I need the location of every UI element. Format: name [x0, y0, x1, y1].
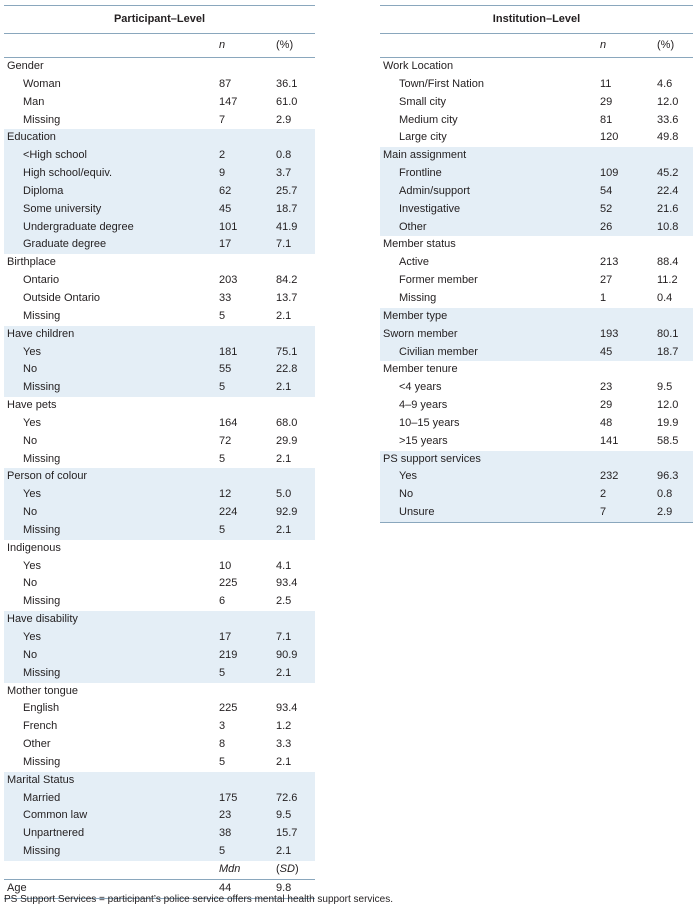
- column-header-row: [4, 34, 315, 58]
- column-header-row: [380, 34, 693, 58]
- row-n: 7: [600, 506, 607, 519]
- row-label: Education: [7, 131, 56, 144]
- row-label: Frontline: [399, 167, 442, 180]
- row-percent: 22.8: [276, 363, 298, 376]
- row-label: Missing: [23, 452, 61, 465]
- row-percent: 92.9: [276, 506, 298, 519]
- row-label: No: [23, 506, 38, 519]
- row-label: Missing: [23, 523, 61, 536]
- table-title: Participant–Level: [4, 5, 315, 34]
- row-label: Former member: [399, 274, 478, 287]
- row-n: 141: [600, 434, 619, 447]
- row-label: Work Location: [383, 60, 454, 72]
- table-row: [380, 254, 693, 272]
- column-header-n: n: [600, 39, 607, 51]
- sd-label: SD: [279, 862, 295, 875]
- row-n: 225: [219, 702, 238, 715]
- row-label: Yes: [399, 470, 417, 483]
- row-n: 87: [219, 77, 232, 90]
- row-percent: 12.0: [657, 399, 679, 412]
- row-percent: 2.5: [276, 595, 292, 608]
- table-row: [4, 94, 315, 112]
- row-percent: 4.6: [657, 77, 673, 90]
- row-percent: 1.2: [276, 720, 292, 733]
- table-row: [380, 379, 693, 397]
- row-percent: 68.0: [276, 416, 298, 429]
- row-label: Missing: [399, 291, 437, 304]
- row-percent: 0.8: [276, 149, 292, 162]
- table-row: [380, 112, 693, 130]
- row-label: No: [399, 488, 414, 501]
- row-label: <High school: [23, 149, 87, 162]
- table-row: [4, 58, 315, 76]
- row-label: French: [23, 720, 58, 733]
- row-label: Missing: [23, 309, 61, 322]
- table-row: [4, 754, 315, 772]
- column-header-sd: (SD): [276, 862, 299, 875]
- table-row: [380, 129, 693, 147]
- row-label: Member type: [383, 309, 448, 322]
- row-n: 181: [219, 345, 238, 358]
- row-percent: 2.1: [276, 666, 292, 679]
- table-row: [380, 344, 693, 362]
- table-row: [4, 629, 315, 647]
- table-row: [380, 486, 693, 504]
- row-label: Large city: [399, 131, 447, 144]
- row-n: 5: [219, 309, 226, 322]
- row-label: Indigenous: [7, 541, 61, 554]
- row-label: PS support services: [383, 452, 481, 465]
- row-percent: 9.5: [276, 809, 292, 822]
- table-row: [4, 147, 315, 165]
- row-n: 5: [219, 845, 226, 858]
- row-percent: 15.7: [276, 827, 298, 840]
- row-label: Missing: [23, 113, 61, 126]
- row-n: 72: [219, 434, 232, 447]
- row-label: >15 years: [399, 434, 448, 447]
- row-n: 11: [600, 77, 612, 90]
- table-row: [4, 344, 315, 362]
- table-row: [380, 272, 693, 290]
- table-row: [4, 468, 315, 486]
- row-percent: 3.3: [276, 738, 292, 751]
- row-label: Other: [399, 220, 427, 233]
- table-row: [380, 236, 693, 254]
- row-percent: 25.7: [276, 184, 298, 197]
- row-label: No: [23, 648, 38, 661]
- table-row: [4, 807, 315, 825]
- row-percent: 0.8: [657, 488, 673, 501]
- row-percent: 4.1: [276, 559, 292, 572]
- row-n: 81: [600, 113, 613, 126]
- table-row: [4, 611, 315, 629]
- row-percent: 58.5: [657, 434, 679, 447]
- row-label: Common law: [23, 809, 88, 822]
- row-percent: 3.7: [276, 167, 292, 180]
- row-n: 29: [600, 399, 613, 412]
- row-label: Gender: [7, 60, 44, 72]
- row-n: 3: [219, 720, 226, 733]
- row-label: High school/equiv.: [23, 167, 113, 180]
- row-label: Unpartnered: [23, 827, 85, 840]
- table-row: [380, 219, 693, 237]
- row-percent: 21.6: [657, 202, 679, 215]
- column-header-percent: (%): [276, 39, 294, 51]
- table-row: [380, 165, 693, 183]
- row-n: 62: [219, 184, 232, 197]
- table-body: [4, 58, 315, 861]
- row-label: Have pets: [7, 399, 57, 412]
- row-label: Woman: [23, 77, 61, 90]
- row-percent: 0.4: [657, 291, 673, 304]
- row-n: 23: [600, 381, 613, 394]
- table-row: [380, 433, 693, 451]
- table-row: [4, 665, 315, 683]
- row-label: Sworn member: [383, 327, 458, 340]
- row-label: No: [23, 577, 38, 590]
- row-percent: 33.6: [657, 113, 679, 126]
- row-n: 48: [600, 416, 613, 429]
- row-n: 101: [219, 220, 238, 233]
- row-label: Member tenure: [383, 363, 458, 376]
- row-label: Age: [7, 881, 27, 894]
- table-row: [4, 790, 315, 808]
- row-percent: 96.3: [657, 470, 679, 483]
- row-n: 213: [600, 256, 619, 269]
- row-label: English: [23, 702, 60, 715]
- row-n: 17: [219, 238, 232, 251]
- table-row: [380, 58, 693, 76]
- row-label: Person of colour: [7, 470, 88, 483]
- row-label: Member status: [383, 238, 456, 251]
- table-row: [4, 379, 315, 397]
- row-percent: 36.1: [276, 77, 298, 90]
- table-row: [4, 290, 315, 308]
- row-label: Investigative: [399, 202, 461, 215]
- row-n: 44: [219, 881, 232, 894]
- table-row: [4, 361, 315, 379]
- row-n: 29: [600, 95, 613, 108]
- table-row: [380, 308, 693, 326]
- row-percent: 2.9: [276, 113, 292, 126]
- row-n: 9: [219, 167, 226, 180]
- table-row: [4, 236, 315, 254]
- row-label: Other: [23, 738, 51, 751]
- table-row: [380, 76, 693, 94]
- row-label: Have children: [7, 327, 75, 340]
- row-n: 8: [219, 738, 226, 751]
- row-percent: 2.1: [276, 845, 292, 858]
- row-percent: 72.6: [276, 791, 298, 804]
- row-label: Birthplace: [7, 256, 56, 269]
- row-percent: 18.7: [276, 202, 298, 215]
- row-label: Unsure: [399, 506, 435, 519]
- row-percent: 75.1: [276, 345, 298, 358]
- table-row: [4, 76, 315, 94]
- row-percent: 2.1: [276, 452, 292, 465]
- row-n: 5: [219, 452, 226, 465]
- row-percent: 5.0: [276, 488, 292, 501]
- row-label: Married: [23, 791, 61, 804]
- participant-level-table: [4, 5, 315, 899]
- row-n: 147: [219, 95, 238, 108]
- row-n: 2: [600, 488, 607, 501]
- row-n: 5: [219, 666, 226, 679]
- row-label: Have disability: [7, 613, 78, 626]
- row-label: Ontario: [23, 274, 60, 287]
- table-row: [4, 593, 315, 611]
- row-label: Mother tongue: [7, 684, 78, 697]
- table-row: [4, 326, 315, 344]
- row-n: 7: [219, 113, 226, 126]
- column-header-n: n: [219, 39, 226, 51]
- row-percent: 9.5: [657, 381, 673, 394]
- table-row: [380, 290, 693, 308]
- row-label: 4–9 years: [399, 399, 448, 412]
- table-row: [4, 397, 315, 415]
- row-label: Missing: [23, 381, 61, 394]
- row-n: 10: [219, 559, 232, 572]
- row-label: Yes: [23, 416, 41, 429]
- row-percent: 45.2: [657, 167, 679, 180]
- row-percent: 41.9: [276, 220, 298, 233]
- row-percent: 19.9: [657, 416, 679, 429]
- table-title: Institution–Level: [380, 5, 693, 34]
- row-percent: 22.4: [657, 184, 679, 197]
- table-row: [4, 575, 315, 593]
- row-label: Yes: [23, 488, 41, 501]
- row-n: 52: [600, 202, 613, 215]
- table-row: [380, 397, 693, 415]
- table-row: [4, 254, 315, 272]
- row-label: Graduate degree: [23, 238, 107, 251]
- row-percent: 88.4: [657, 256, 679, 269]
- row-n: 224: [219, 506, 238, 519]
- table-row: [4, 486, 315, 504]
- table-row: [380, 326, 693, 344]
- row-n: 27: [600, 274, 613, 287]
- table-row: [4, 736, 315, 754]
- row-label: Small city: [399, 95, 447, 108]
- row-label: Yes: [23, 559, 41, 572]
- table-row: [4, 129, 315, 147]
- row-label: Man: [23, 95, 45, 108]
- table-row: [380, 94, 693, 112]
- column-header-mdn: Mdn: [219, 862, 241, 875]
- row-label: Yes: [23, 345, 41, 358]
- table-row: [380, 451, 693, 469]
- row-n: 5: [219, 755, 226, 768]
- table-row: [4, 112, 315, 130]
- column-header-percent: (%): [657, 39, 675, 51]
- table-row: [4, 558, 315, 576]
- table-row: [380, 361, 693, 379]
- row-n: 26: [600, 220, 613, 233]
- table-row: [4, 308, 315, 326]
- institution-level-table: [380, 5, 693, 523]
- table-row: [4, 201, 315, 219]
- row-n: 219: [219, 648, 238, 661]
- row-n: 55: [219, 363, 232, 376]
- row-label: <4 years: [399, 381, 442, 394]
- table-row: [4, 700, 315, 718]
- row-label: 10–15 years: [399, 416, 460, 429]
- table-row: [380, 415, 693, 433]
- row-percent: 18.7: [657, 345, 679, 358]
- row-percent: 10.8: [657, 220, 679, 233]
- row-n: 120: [600, 131, 619, 144]
- row-n: 203: [219, 274, 238, 287]
- row-percent: 7.1: [276, 631, 292, 643]
- row-n: 109: [600, 167, 619, 180]
- table-row: [4, 718, 315, 736]
- row-n: 38: [219, 827, 232, 840]
- row-n: 45: [600, 345, 613, 358]
- row-label: Outside Ontario: [23, 291, 101, 304]
- row-label: Missing: [23, 595, 61, 608]
- row-label: Marital Status: [7, 773, 75, 786]
- row-n: 232: [600, 470, 619, 483]
- table-row: [4, 183, 315, 201]
- row-n: 33: [219, 291, 232, 304]
- row-percent: 2.1: [276, 523, 292, 536]
- row-label: Diploma: [23, 184, 64, 197]
- row-label: Admin/support: [399, 184, 470, 197]
- row-n: 1: [600, 291, 607, 304]
- table-row: [4, 772, 315, 790]
- row-label: Missing: [23, 666, 61, 679]
- table-row: [380, 201, 693, 219]
- row-n: 164: [219, 416, 238, 429]
- row-percent: 84.2: [276, 274, 298, 287]
- row-percent: 93.4: [276, 577, 298, 590]
- table-row: [380, 147, 693, 165]
- row-percent: 93.4: [276, 702, 298, 715]
- row-percent: 2.1: [276, 309, 292, 322]
- row-label: Civilian member: [399, 345, 478, 358]
- row-label: Active: [399, 256, 429, 269]
- table-row: [380, 504, 693, 522]
- row-percent: 11.2: [657, 274, 678, 287]
- row-label: No: [23, 363, 38, 376]
- table-row: [4, 165, 315, 183]
- row-n: 45: [219, 202, 232, 215]
- table-row: [380, 183, 693, 201]
- row-n: 54: [600, 184, 613, 197]
- row-label: No: [23, 434, 38, 447]
- row-percent: 49.8: [657, 131, 679, 144]
- table-row: [4, 451, 315, 469]
- row-n: 5: [219, 381, 226, 394]
- row-n: 17: [219, 631, 232, 643]
- row-n: 193: [600, 327, 619, 340]
- row-percent: 13.7: [276, 291, 298, 304]
- row-percent: 7.1: [276, 238, 292, 251]
- row-label: Town/First Nation: [399, 77, 484, 90]
- row-n: 12: [219, 488, 232, 501]
- row-percent: 80.1: [657, 327, 679, 340]
- table-row: [4, 540, 315, 558]
- table-row: [380, 468, 693, 486]
- table-body: [380, 58, 693, 523]
- row-n: 2: [219, 149, 226, 162]
- table-row: [4, 683, 315, 701]
- row-label: Some university: [23, 202, 102, 215]
- row-label: Medium city: [399, 113, 458, 126]
- row-n: 23: [219, 809, 232, 822]
- table-row: [4, 272, 315, 290]
- row-label: Undergraduate degree: [23, 220, 134, 233]
- table-row: [4, 522, 315, 540]
- row-percent: 9.8: [276, 881, 292, 894]
- row-label: Yes: [23, 631, 41, 643]
- row-label: Missing: [23, 845, 61, 858]
- row-percent: 61.0: [276, 95, 298, 108]
- table-row: [4, 433, 315, 451]
- table-row: [4, 647, 315, 665]
- table-row: [4, 825, 315, 843]
- row-label: Missing: [23, 755, 61, 768]
- table-footnote: PS Support Services = participant’s police service offers mental health support services.: [4, 894, 393, 905]
- row-percent: 2.1: [276, 755, 292, 768]
- row-n: 225: [219, 577, 238, 590]
- row-percent: 12.0: [657, 95, 679, 108]
- row-percent: 2.1: [276, 381, 292, 394]
- row-percent: 2.9: [657, 506, 673, 519]
- table-row: [4, 504, 315, 522]
- median-header-row: [4, 861, 315, 880]
- row-n: 6: [219, 595, 226, 608]
- row-n: 175: [219, 791, 238, 804]
- row-n: 5: [219, 523, 226, 536]
- table-row: [4, 415, 315, 433]
- table-row: [4, 219, 315, 237]
- row-label: Main assignment: [383, 149, 467, 162]
- row-percent: 90.9: [276, 648, 298, 661]
- row-percent: 29.9: [276, 434, 298, 447]
- table-row: [4, 843, 315, 861]
